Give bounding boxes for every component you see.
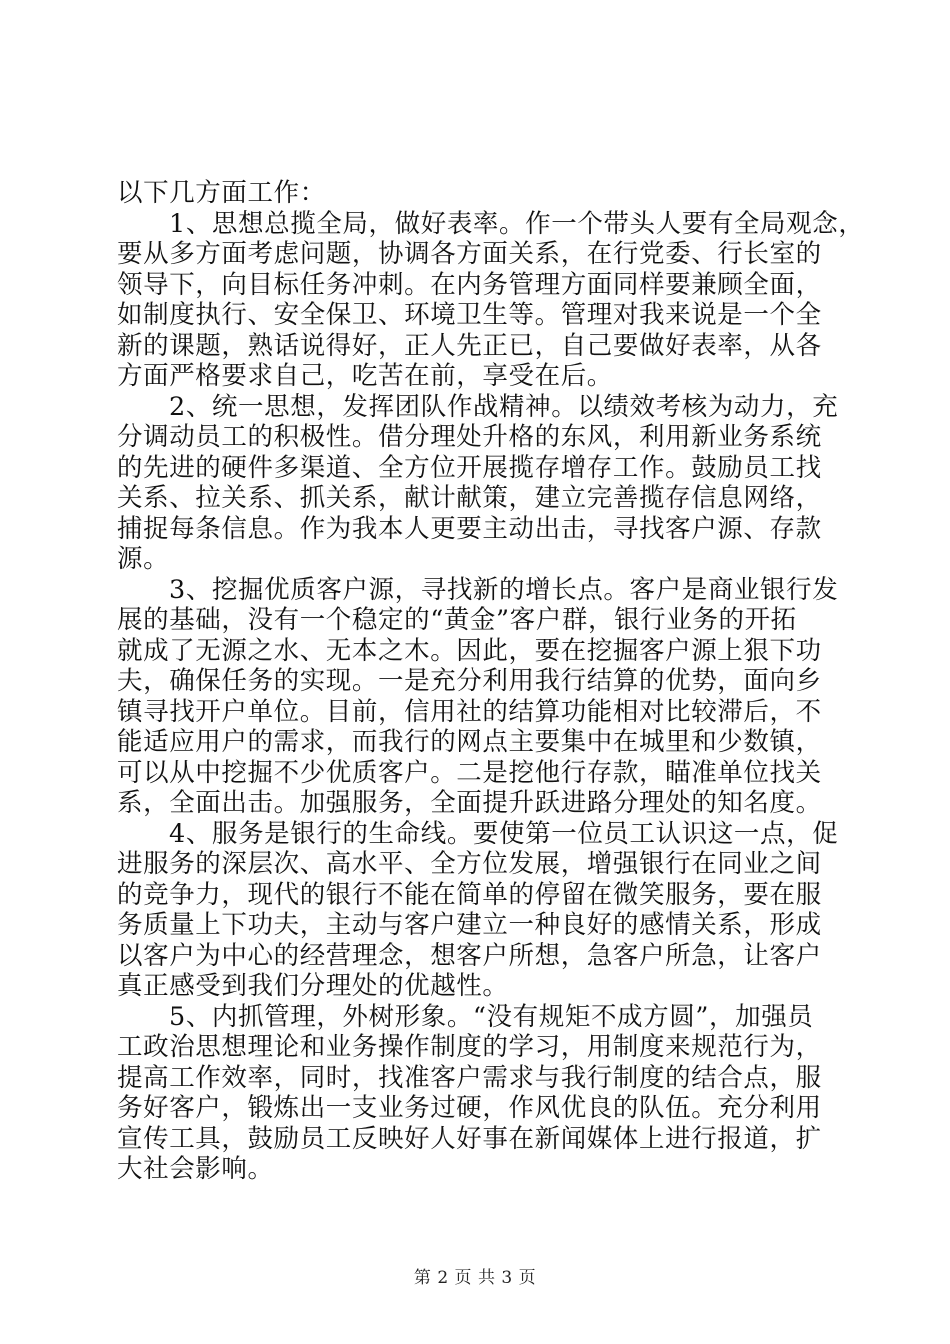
text-line: 夫，确保任务的实现。一是充分利用我行结算的优势，面向乡 [117,666,822,696]
paragraph-first-line: 5、内抓管理，外树形象。“没有规矩不成方圆”，加强员 [169,1001,814,1032]
page-number-footer: 第 2 页 共 3 页 [413,1268,537,1288]
text-line: 宣传工具，鼓励员工反映好人好事在新闻媒体上进行报道，扩 [117,1123,822,1154]
text-line: 进服务的深层次、高水平、全方位发展，增强银行在同业之间 [117,849,822,879]
text-line: 要从多方面考虑问题，协调各方面关系，在行党委、行长室的 [117,239,822,269]
text-line: 提高工作效率，同时，找准客户需求与我行制度的结合点，服 [117,1062,822,1093]
text-line: 如制度执行、安全保卫、环境卫生等。管理对我来说是一个全 [117,300,822,330]
text-line: 系，全面出击。加强服务，全面提升跃进路分理处的知名度。 [117,788,822,818]
text-line: 捕捉每条信息。作为我本人更要主动出击，寻找客户源、存款 [117,513,822,544]
text-line: 大社会影响。 [117,1154,274,1184]
text-line: 关系、拉关系、抓关系，献计献策，建立完善揽存信息网络， [117,483,822,513]
text-line: 能适应用户的需求，而我行的网点主要集中在城里和少数镇， [117,727,822,757]
text-line: 就成了无源之水、无本之木。因此，要在挖掘客户源上狠下功 [117,635,822,666]
text-line: 可以从中挖掘不少优质客户。二是挖他行存款，瞄准单位找关 [117,757,822,788]
text-line: 以客户为中心的经营理念，想客户所想，急客户所急，让客户 [117,940,822,971]
text-line: 镇寻找开户单位。目前，信用社的结算功能相对比较滞后，不 [117,696,822,727]
document-body [117,178,865,1185]
text-line: 的竞争力，现代的银行不能在简单的停留在微笑服务，要在服 [117,879,822,910]
text-line: 以下几方面工作： [117,178,326,208]
paragraph-first-line: 2、统一思想，发挥团队作战精神。以绩效考核为动力，充 [169,391,839,422]
text-line: 务质量上下功夫，主动与客户建立一种良好的感情关系，形成 [117,910,822,940]
text-line: 方面严格要求自己，吃苦在前，享受在后。 [117,361,613,391]
text-line: 新的课题，熟话说得好，正人先正已，自己要做好表率，从各 [117,330,822,361]
text-line: 领导下，向目标任务冲刺。在内务管理方面同样要兼顾全面， [117,269,822,300]
paragraph-first-line: 3、挖掘优质客户源，寻找新的增长点。客户是商业银行发 [169,574,839,605]
text-line: 务好客户，锻炼出一支业务过硬，作风优良的队伍。充分利用 [117,1093,822,1123]
paragraph-first-line: 4、服务是银行的生命线。要使第一位员工认识这一点，促 [169,818,839,849]
text-line: 工政治思想理论和业务操作制度的学习，用制度来规范行为， [117,1032,822,1062]
text-line: 源。 [117,544,170,574]
text-line: 的先进的硬件多渠道、全方位开展揽存增存工作。鼓励员工找 [117,452,822,483]
text-line: 分调动员工的积极性。借分理处升格的东风，利用新业务系统 [117,422,822,452]
paragraph-first-line: 1、思想总揽全局，做好表率。作一个带头人要有全局观念， [169,208,865,239]
text-line: 真正感受到我们分理处的优越性。 [117,971,509,1001]
text-line: 展的基础，没有一个稳定的“黄金”客户群，银行业务的开拓 [117,605,797,635]
